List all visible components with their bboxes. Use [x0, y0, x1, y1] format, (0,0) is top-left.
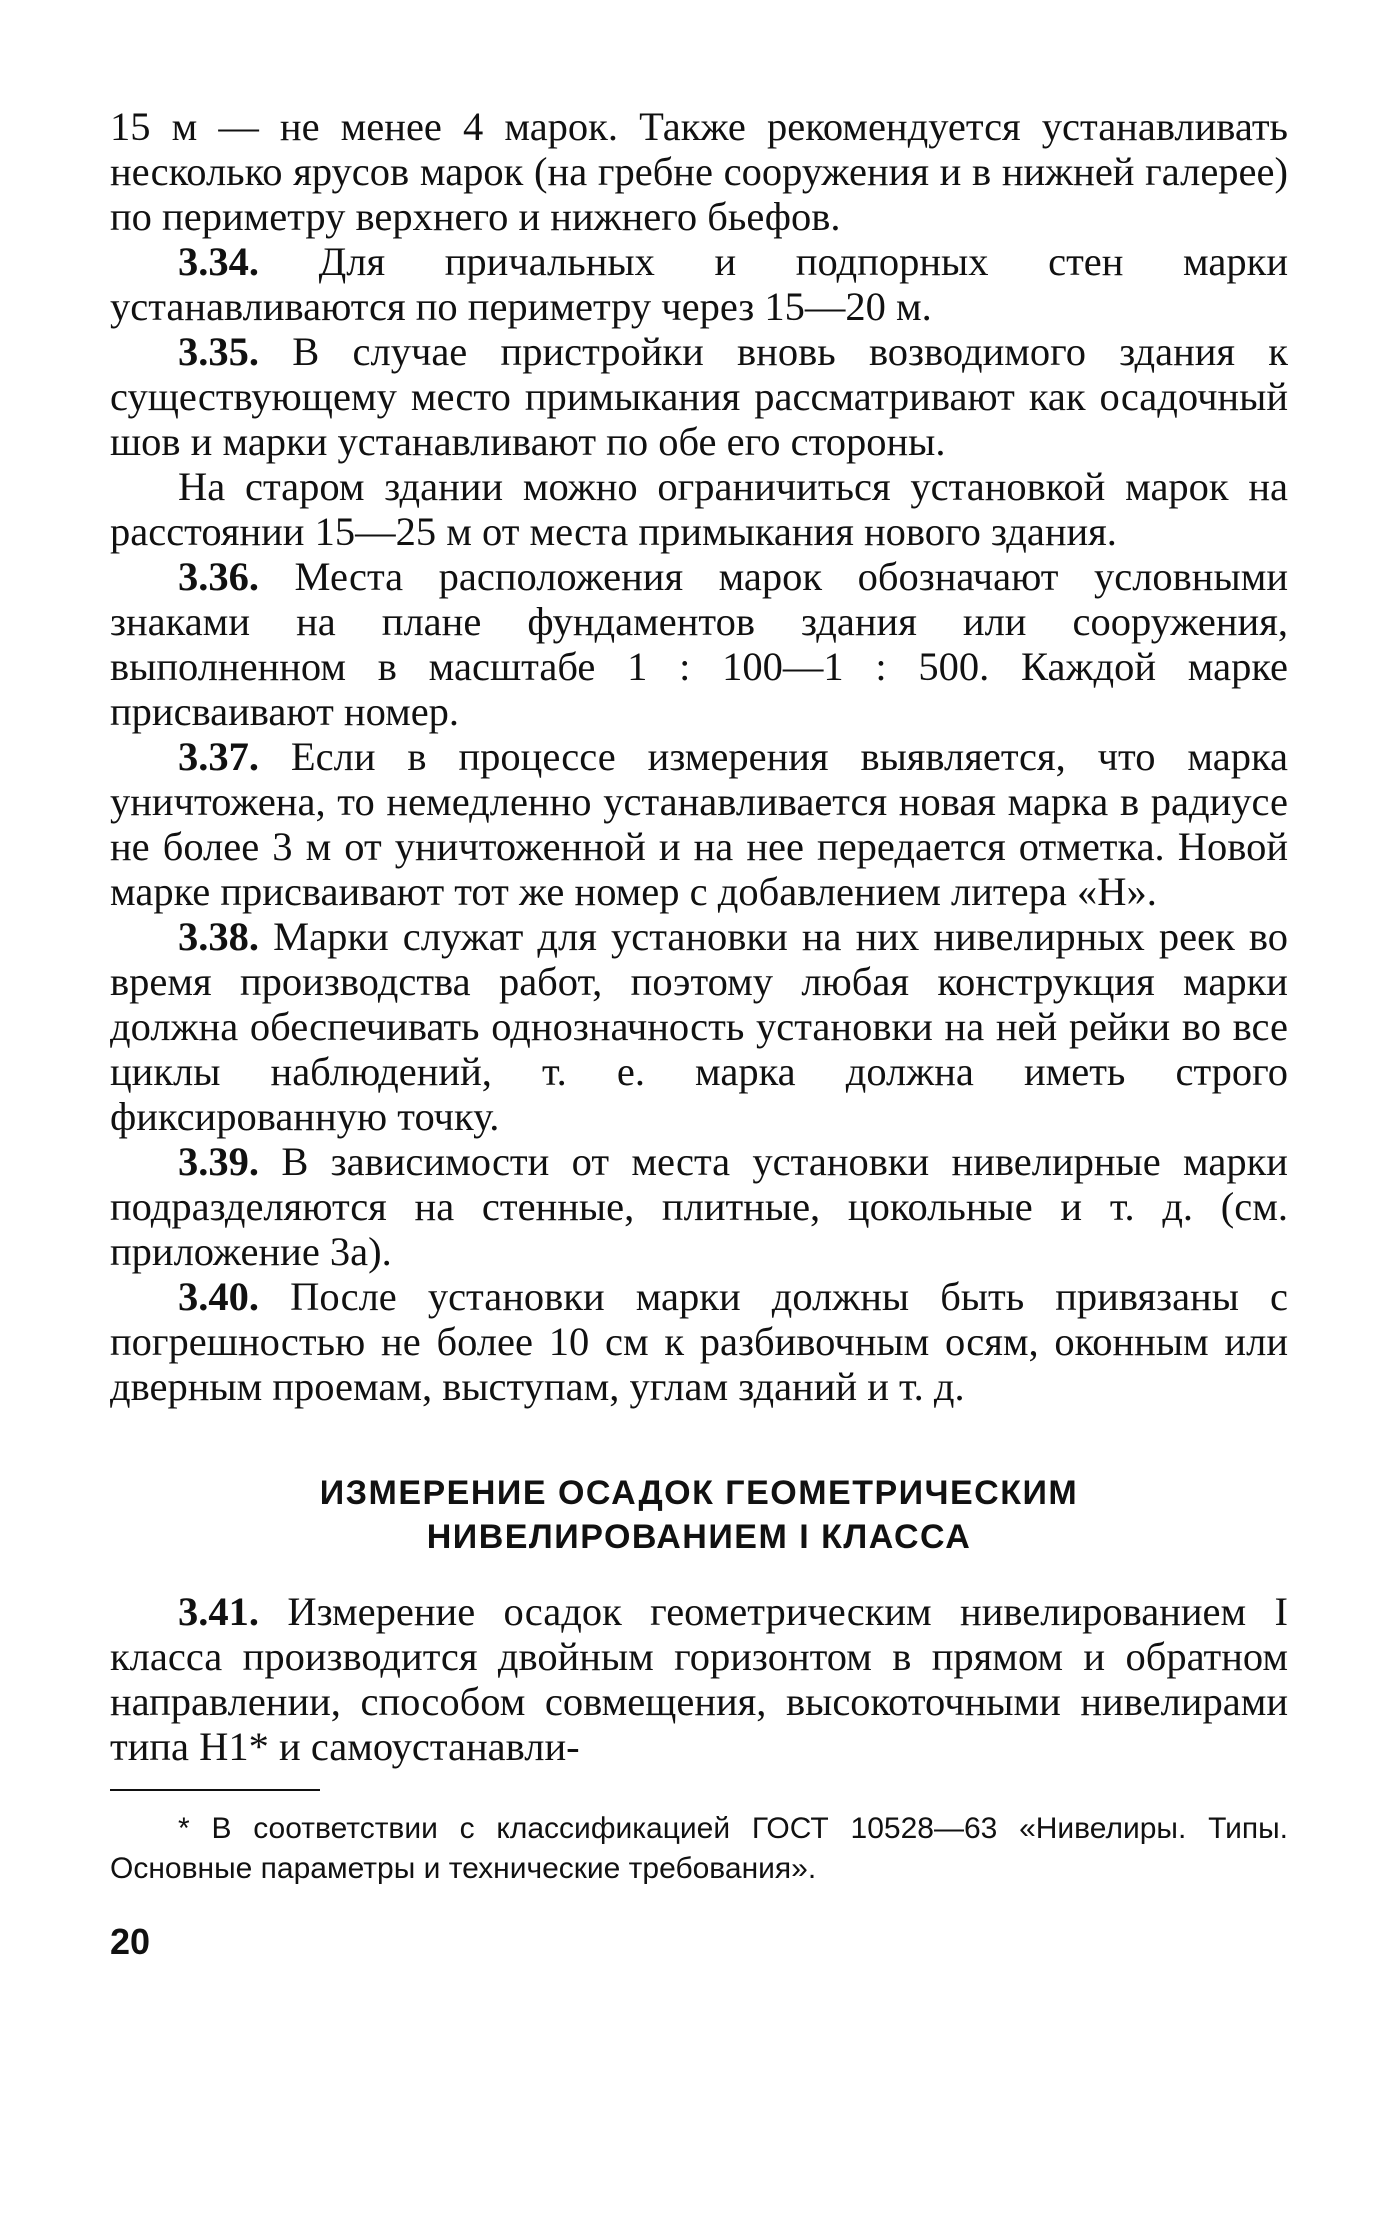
- footnote-divider: [110, 1789, 320, 1791]
- footnote: * В соответствии с классификацией ГОСТ 10528—63 «Нивелиры. Типы. Основные параметры и технические требования».: [110, 1812, 1288, 1885]
- paragraph-text: На старом здании можно ограничиться установкой марок на расстоянии 15—25 м от места примыкания нового здания.: [110, 464, 1288, 554]
- paragraph-3-37: [110, 734, 1288, 914]
- clause-number: 3.40.: [178, 1274, 259, 1319]
- clause-number: 3.37.: [178, 734, 259, 779]
- page-number: 20: [110, 1921, 151, 1962]
- clause-number: 3.38.: [178, 914, 259, 959]
- clause-number: 3.41.: [178, 1589, 259, 1634]
- paragraph-continuation: [110, 104, 1288, 239]
- paragraph-3-36: [110, 554, 1288, 734]
- clause-number: 3.34.: [178, 239, 259, 284]
- paragraph-old-building: [110, 464, 1288, 554]
- clause-number: 3.39.: [178, 1139, 259, 1184]
- document-page: [110, 104, 1288, 1963]
- paragraph-3-39: [110, 1139, 1288, 1274]
- paragraph-text: Измерение осадок геометрическим нивелированием I класса производится двойным горизонтом в прямом и обратном направлении, способом совмещения, высокоточными нивелирами типа Н1* и самоустанавли-: [110, 1589, 1288, 1769]
- paragraph-3-38: [110, 914, 1288, 1139]
- clause-number: 3.35.: [178, 329, 259, 374]
- paragraph-text: В случае пристройки вновь возводимого здания к существующему место примыкания рассматривают как осадочный шов и марки устанавливают по обе его стороны.: [110, 329, 1288, 464]
- paragraph-text: Если в процессе измерения выявляется, что марка уничтожена, то немедленно устанавливается новая марка в радиусе не более 3 м от уничтоженной и на нее передается отметка. Новой марке присваивают тот же номер с добавлением литера «Н».: [110, 734, 1288, 914]
- paragraph-text: Марки служат для установки на них нивелирных реек во время производства работ, поэтому любая конструкция марки должна обеспечивать однозначность установки на ней рейки во все циклы наблюдений, т. е. марка должна иметь строго фиксированную точку.: [110, 914, 1288, 1139]
- clause-number: 3.36.: [178, 554, 259, 599]
- paragraph-3-40: [110, 1274, 1288, 1409]
- paragraph-text: В зависимости от места установки нивелирные марки подразделяются на стенные, плитные, цокольные и т. д. (см. приложение 3а).: [110, 1139, 1288, 1274]
- section-heading: [110, 1471, 1288, 1559]
- paragraph-3-41: [110, 1589, 1288, 1769]
- heading-line-1: ИЗМЕРЕНИЕ ОСАДОК ГЕОМЕТРИЧЕСКИМ: [319, 1474, 1079, 1512]
- paragraph-text: Для причальных и подпорных стен марки устанавливаются по периметру через 15—20 м.: [110, 239, 1288, 329]
- paragraph-text: Места расположения марок обозначают условными знаками на плане фундаментов здания или сооружения, выполненном в масштабе 1 : 100—1 : 500. Каждой марке присваивают номер.: [110, 554, 1288, 734]
- paragraph-text: После установки марки должны быть привязаны с погрешностью не более 10 см к разбивочным осям, оконным или дверным проемам, выступам, углам зданий и т. д.: [110, 1274, 1288, 1409]
- paragraph-3-34: [110, 239, 1288, 329]
- heading-line-2: НИВЕЛИРОВАНИЕМ I КЛАССА: [426, 1518, 972, 1556]
- paragraph-text: 15 м — не менее 4 марок. Также рекомендуется устанавливать несколько ярусов марок (на гребне сооружения и в нижней галерее) по периметру верхнего и нижнего бьефов.: [110, 104, 1288, 239]
- paragraph-3-35: [110, 329, 1288, 464]
